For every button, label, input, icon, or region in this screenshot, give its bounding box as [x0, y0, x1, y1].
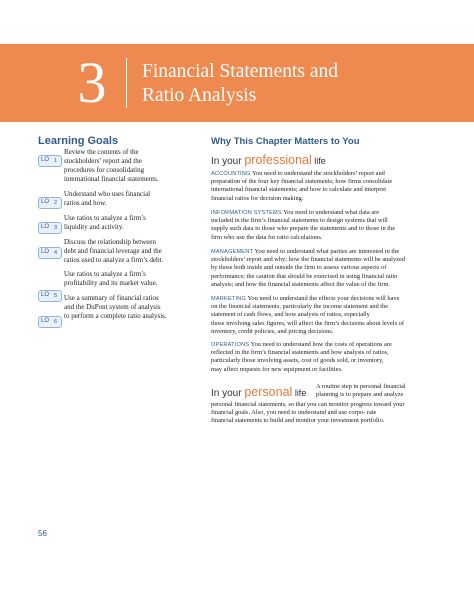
page-number: 56 — [38, 529, 47, 538]
para-line: may affect requests for new equipment or facilities. — [211, 365, 343, 373]
lo-badge-2 — [38, 197, 62, 209]
para-line: particularly those involving assets, cost of goods sold, or inventory, — [211, 357, 384, 365]
personal-life-heading — [211, 383, 306, 401]
chapter-title-line1: Financial Statements and — [142, 61, 339, 82]
para-line: financial ratios for decision making. — [211, 194, 304, 202]
paragraph-keyword: OPERATIONS — [211, 342, 250, 348]
learning-goal-2 — [64, 190, 200, 208]
goal-line: ratios and how. — [64, 199, 107, 207]
lo-badge-3 — [38, 222, 62, 234]
goal-line: procedures for consolidating — [64, 166, 145, 174]
para-line: A routine step in personal financial — [316, 383, 406, 390]
learning-goal-5 — [64, 270, 200, 288]
accounting-paragraph — [211, 170, 439, 203]
para-line: reflected in the firm’s financial statements and how analysis of ratios, — [211, 349, 389, 357]
para-line: financial goals. Also, you need to understand and use corpo- rate — [211, 409, 377, 417]
goal-line: Use ratios to analyze a firm’s — [64, 214, 146, 222]
management-paragraph — [211, 248, 439, 289]
para-line: by those both inside and outside the firm to assess various aspects of — [211, 264, 387, 272]
para-line: analysis; and how the financial statements affect the value of the firm. — [211, 280, 391, 288]
goal-line: Review the contents of the — [64, 148, 139, 156]
lo-label: LO — [41, 249, 50, 255]
lo-number: 4 — [54, 250, 58, 256]
para-line: planning is to prepare and analyze — [316, 391, 404, 399]
paragraph-keyword: MARKETING — [211, 296, 247, 302]
personal-paragraph-intro — [316, 383, 440, 399]
para-line: included in the firm’s financial statements to design systems that will — [211, 217, 388, 225]
goal-line: Understand who uses financial — [64, 190, 151, 198]
professional-life-heading — [211, 151, 326, 169]
para-line: You need to understand what parties are interested in the — [254, 248, 400, 255]
goal-line: profitability and its market value. — [64, 279, 158, 287]
paragraph-keyword: ACCOUNTING — [211, 171, 251, 177]
learning-goal-3 — [64, 214, 200, 232]
para-line: You need to understand how the costs of operations are — [250, 341, 392, 348]
para-line: supply such data to those who prepare the statements and to those in the — [211, 225, 396, 233]
heading-post: life — [311, 156, 326, 166]
goal-line: Discuss the relationship between — [64, 238, 156, 246]
heading-pre: In your — [211, 388, 245, 399]
para-line: performance; the caution that should be exercised in using financial ratio — [211, 272, 398, 280]
chapter-title-line2: Ratio Analysis — [142, 85, 257, 106]
para-line: on the financial statements, particularly the income statement and the — [211, 303, 389, 311]
heading-emphasis: professional — [244, 153, 312, 167]
lo-number: 3 — [54, 225, 58, 231]
information-systems-paragraph — [211, 209, 439, 242]
heading-emphasis: personal — [244, 385, 293, 399]
lo-number: 1 — [54, 158, 58, 164]
paragraph-keyword: INFORMATION SYSTEMS — [211, 210, 282, 216]
goal-line: debt and financial leverage and the — [64, 247, 162, 255]
paragraph-keyword: MANAGEMENT — [211, 249, 254, 255]
marketing-paragraph — [211, 295, 439, 336]
learning-goals-heading: Learning Goals — [38, 135, 119, 147]
goal-line: and the DuPont system of analysis — [64, 303, 161, 311]
chapter-title — [142, 60, 338, 108]
banner-divider — [126, 58, 127, 108]
para-line: You need to understand the stockholders’ report and — [251, 170, 385, 177]
para-line: stockholders’ report and why; how the financial statements will be analyzed — [211, 256, 406, 264]
para-line: inventory, credit policies, and pricing decisions. — [211, 327, 334, 335]
para-line: You need to understand what data are — [283, 209, 380, 216]
lo-label: LO — [41, 157, 50, 163]
para-line: preparation of the four key financial statements; how firms consolidate — [211, 178, 393, 186]
chapter-number: 3 — [77, 50, 107, 115]
learning-goal-4 — [64, 238, 200, 265]
goal-line: international financial statements. — [64, 175, 159, 183]
goal-line: Use a summary of financial ratios — [64, 294, 159, 302]
operations-paragraph — [211, 341, 439, 374]
goal-line: ratios used to analyze a firm’s debt. — [64, 256, 164, 264]
lo-label: LO — [41, 318, 50, 324]
goal-line: Use ratios to analyze a firm’s — [64, 270, 146, 278]
lo-badge-5 — [38, 290, 62, 302]
lo-number: 6 — [54, 319, 58, 325]
goal-line: to perform a complete ratio analysis. — [64, 312, 167, 320]
goal-line: liquidity and activity. — [64, 223, 124, 231]
para-line: statement of cash flows, and how analysis of ratios, especially — [211, 311, 370, 319]
heading-post: life — [292, 388, 307, 398]
para-line: international financial statements; and how to calculate and interpret — [211, 186, 386, 194]
lo-badge-4 — [38, 247, 62, 259]
lo-label: LO — [41, 199, 50, 205]
lo-badge-1 — [38, 155, 62, 167]
lo-badge-6 — [38, 316, 62, 328]
learning-goal-1 — [64, 148, 200, 184]
why-chapter-heading: Why This Chapter Matters to You — [211, 136, 360, 147]
para-line: those involving sales figures, will affect the firm’s decisions about levels of — [211, 319, 404, 327]
para-line: financial statements to build and monitor your investment portfolio. — [211, 417, 385, 425]
lo-label: LO — [41, 224, 50, 230]
learning-goal-6 — [64, 294, 200, 321]
personal-paragraph — [211, 401, 439, 426]
para-line: You need to understand the effects your decisions will have — [247, 295, 400, 302]
para-line: firm who use the data for ratio calculations. — [211, 233, 323, 241]
heading-pre: In your — [211, 156, 245, 167]
lo-number: 5 — [54, 293, 58, 299]
goal-line: stockholders’ report and the — [64, 157, 142, 165]
para-line: personal financial statements, so that you can monitor progress toward your — [211, 401, 405, 408]
lo-number: 2 — [54, 200, 58, 206]
lo-label: LO — [41, 292, 50, 298]
